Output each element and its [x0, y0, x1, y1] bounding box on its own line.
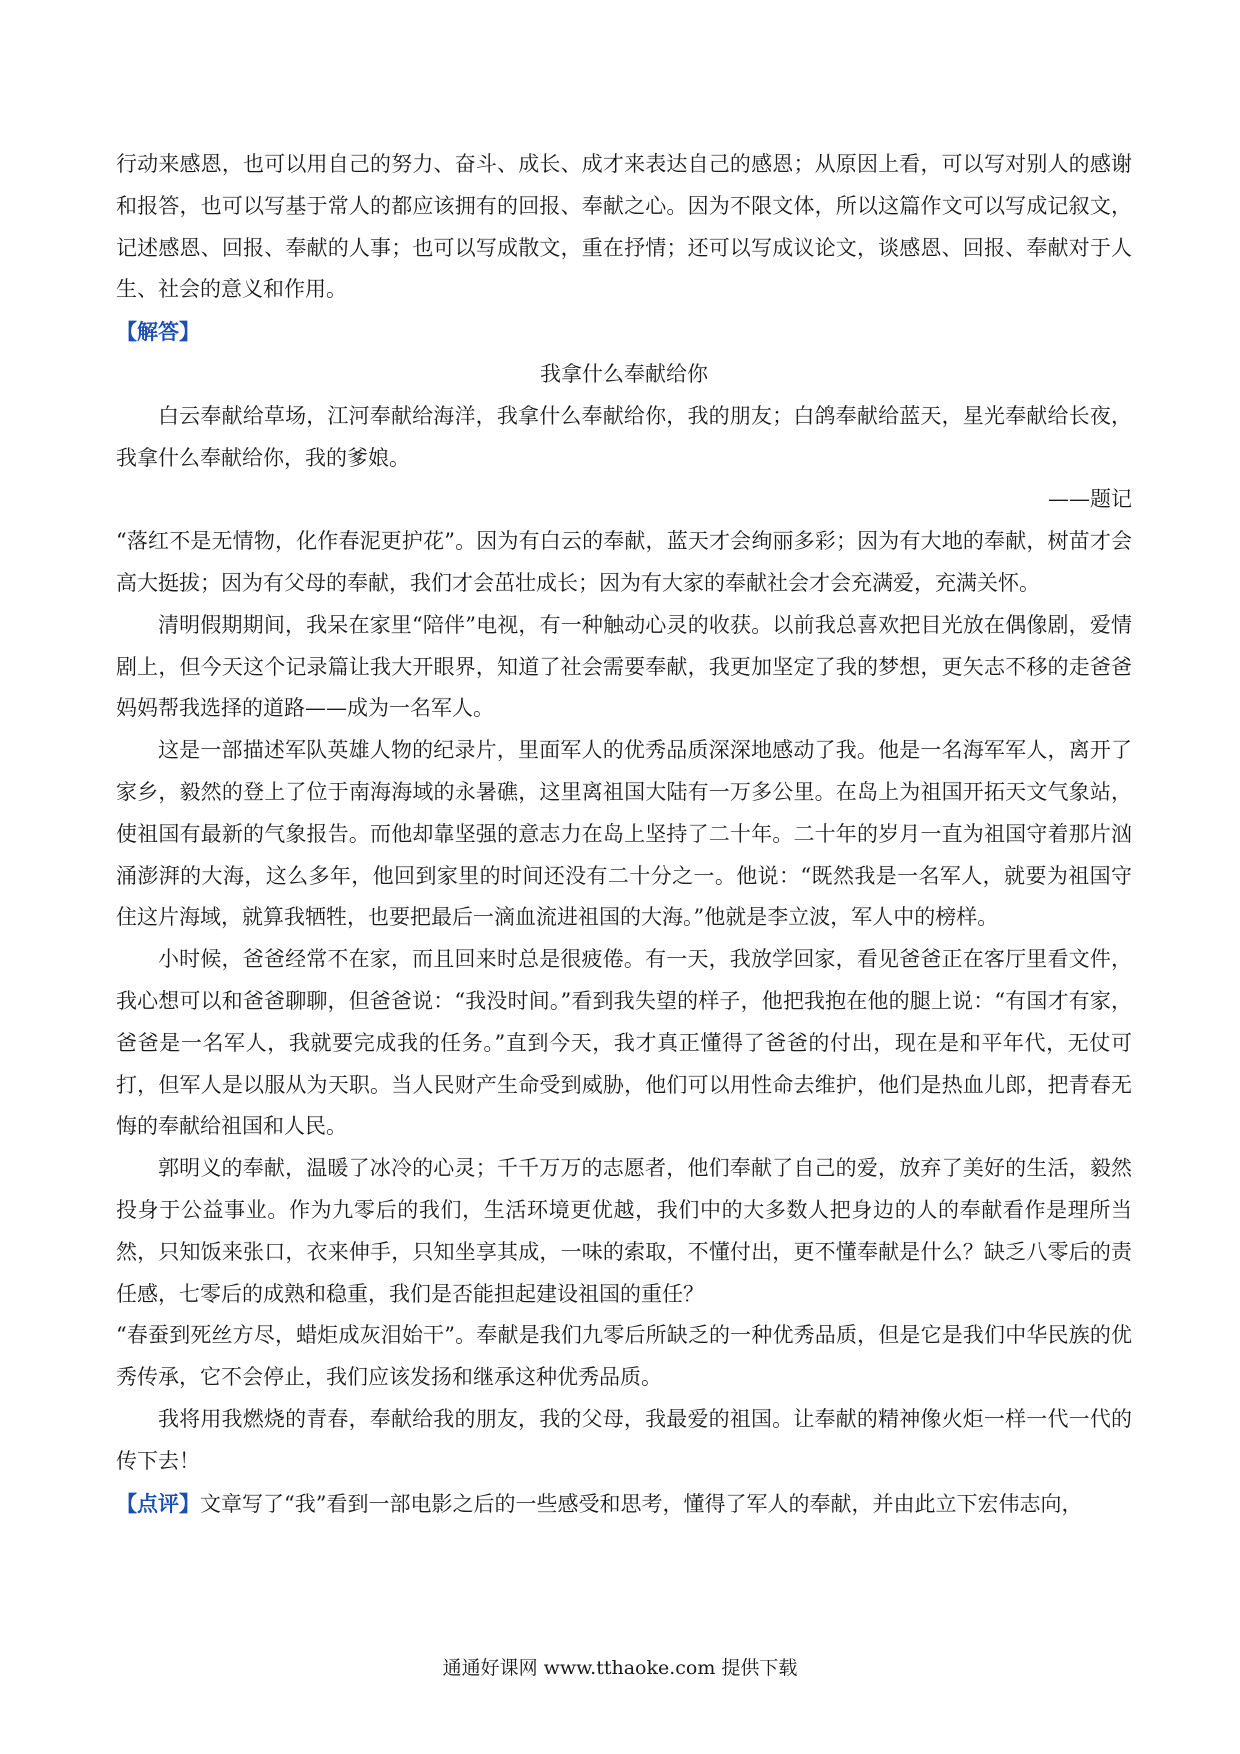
page-footer: 通通好课网 www.tthaoke.com 提供下载: [442, 1657, 798, 1679]
essay-paragraph: 清明假期期间，我呆在家里“陪伴”电视，有一种触动心灵的收获。以前我总喜欢把目光放在偶像剧，爱情剧上，但今天这个记录篇让我大开眼界，知道了社会需要奉献，我更加坚定了我的梦想，更矢志不移的走爸爸妈妈帮我选择的道路——成为一名军人。: [116, 612, 1132, 721]
essay-paragraph: “春蚕到死丝方尽，蜡炬成灰泪始干”。奉献是我们九零后所缺乏的一种优秀品质，但是它是我们中华民族的优秀传承，它不会停止，我们应该发扬和继承这种优秀品质。: [116, 1323, 1132, 1390]
comment-label: 【点评】: [116, 1490, 200, 1516]
essay-paragraph: 我将用我燃烧的青春，奉献给我的朋友，我的父母，我最爱的祖国。让奉献的精神像火炬一样一代一代的传下去！: [116, 1406, 1132, 1473]
essay-epigraph: 白云奉献给草场，江河奉献给海洋，我拿什么奉献给你，我的朋友；白鸽奉献给蓝天，星光奉献给长夜，我拿什么奉献给你，我的爹娘。: [116, 403, 1132, 470]
essay-paragraph: 郭明义的奉献，温暖了冰冷的心灵；千千万万的志愿者，他们奉献了自己的爱，放弃了美好的生活，毅然投身于公益事业。作为九零后的我们，生活环境更优越，我们中的大多数人把身边的人的奉献看作是理所当然，只知饭来张口，衣来伸手，只知坐享其成，一味的索取，不懂付出，更不懂奉献是什么？缺乏八零后的责任感，七零后的成熟和稳重，我们是否能担起建设祖国的重任？: [116, 1156, 1132, 1306]
essay-paragraph: 这是一部描述军队英雄人物的纪录片，里面军人的优秀品质深深地感动了我。他是一名海军军人，离开了家乡，毅然的登上了位于南海海域的永暑礁，这里离祖国大陆有一万多公里。在岛上为祖国开拓天文气象站，使祖国有最新的气象报告。而他却靠坚强的意志力在岛上坚持了二十年。二十年的岁月一直为祖国守着那片汹涌澎湃的大海，这么多年，他回到家里的时间还没有二十分之一。他说：“既然我是一名军人，就要为祖国守住这片海域，就算我牺牲，也要把最后一滴血流进祖国的大海。”他就是李立波，军人中的榜样。: [116, 738, 1132, 930]
document-body: [116, 144, 1132, 1525]
epigraph-signature: ——题记: [1048, 487, 1132, 512]
answer-label-text: 【解答】: [116, 319, 200, 345]
essay-paragraph: 小时候，爸爸经常不在家，而且回来时总是很疲倦。有一天，我放学回家，看见爸爸正在客厅里看文件，我心想可以和爸爸聊聊，但爸爸说：“我没时间。”看到我失望的样子，他把我抱在他的腿上说：“有国才有家，爸爸是一名军人，我就要完成我的任务。”直到今天，我才真正懂得了爸爸的付出，现在是和平年代，无仗可打，但军人是以服从为天职。当人民财产生命受到威胁，他们可以用性命去维护，他们是热血儿郎，把青春无悔的奉献给祖国和人民。: [116, 947, 1132, 1139]
intro-paragraph: 行动来感恩，也可以用自己的努力、奋斗、成长、成才来表达自己的感恩；从原因上看，可以写对别人的感谢和报答，也可以写基于常人的都应该拥有的回报、奉献之心。因为不限文体，所以这篇作文可以写成记叙文，记述感恩、回报、奉献的人事；也可以写成散文，重在抒情；还可以写成议论文，谈感恩、回报、奉献对于人生、社会的意义和作用。: [116, 152, 1132, 302]
essay-paragraph: “落红不是无情物，化作春泥更护花”。因为有白云的奉献，蓝天才会绚丽多彩；因为有大地的奉献，树苗才会高大挺拔；因为有父母的奉献，我们才会茁壮成长；因为有大家的奉献社会才会充满爱，充满关怀。: [116, 529, 1132, 595]
essay-title: 我拿什么奉献给你: [540, 361, 708, 386]
comment-paragraph: [116, 1483, 1132, 1526]
answer-label: [116, 311, 1132, 354]
comment-text: 文章写了“我”看到一部电影之后的一些感受和思考，懂得了军人的奉献，并由此立下宏伟志向，: [200, 1491, 1083, 1516]
